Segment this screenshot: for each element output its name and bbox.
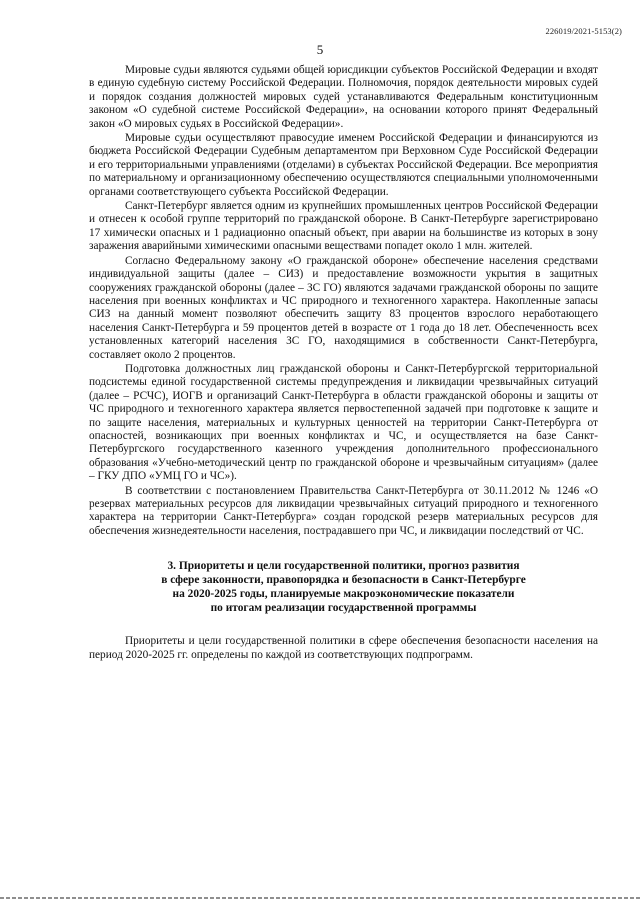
page-number: 5	[316, 42, 324, 57]
paragraph-material-reserves: В соответствии с постановлением Правительства Санкт-Петербурга от 30.11.2012 № 1246 «О резервах материальных ресурсов для ликвидации чрезвычайных ситуаций природного и техногенного характера на территории Санкт-Петербурга» создан городской резерв материальных ресурсов для обеспечения жизнедеятельности населения, пострадавшего при ЧС, и ликвидации последствий от ЧС.	[89, 484, 598, 537]
paragraph-policy-priorities: Приоритеты и цели государственной политики в сфере обеспечения безопасности населения на период 2020-2025 гг. определены по каждой из соответствующих подпрограмм.	[89, 635, 598, 661]
section-3-heading	[89, 559, 598, 615]
section-heading-line: на 2020-2025 годы, планируемые макроэкономические показатели	[172, 588, 515, 601]
document-body	[89, 64, 598, 662]
scan-bottom-edge	[0, 897, 640, 899]
paragraph-spb-hazard-objects: Санкт-Петербург является одним из крупнейших промышленных центров Российской Федерации и отнесен к особой группе территорий по гражданской обороне. В Санкт-Петербурге зарегистрировано 17 химически опасных и 1 радиационно опасный объект, при аварии на большинстве из которых в зону заражения аварийными химическими опасными веществами попадет около 1 млн. жителей.	[89, 200, 598, 253]
paragraph-civil-defense-training: Подготовка должностных лиц гражданской обороны и Санкт-Петербургской территориальной подсистемы единой государственной системы предупреждения и ликвидации чрезвычайных ситуаций (далее – РСЧС), ИОГВ и организаций Санкт-Петербурга в области гражданской обороны и защиты от ЧС природного и техногенного характера является первостепенной задачей при подготовке к защите и по защите населения, материальных и культурных ценностей на территории Санкт-Петербурга от опасностей, возникающих при военных конфликтах и ЧС, и осуществляется на базе Санкт-Петербургского государственного казенного учреждения дополнительного профессионального образования «Учебно-методический центр по гражданской обороне и чрезвычайным ситуациям» (далее – ГКУ ДПО «УМЦ ГО и ЧС»).	[89, 362, 598, 483]
section-heading-line: по итогам реализации государственной программы	[210, 602, 477, 615]
section-heading-line: в сфере законности, правопорядка и безопасности в Санкт-Петербурге	[161, 574, 526, 587]
paragraph-magistrates-funding: Мировые судьи осуществляют правосудие именем Российской Федерации и финансируются из бюджета Российской Федерации Судебным департаментом при Верховном Суде Российской Федерации и его территориальными управлениями (отделами) в субъектах Российской Федерации. Все мероприятия по материальному и организационному обеспечению осуществляются специальными уполномоченными органами соответствующего субъекта Российской Федерации.	[89, 132, 598, 198]
section-heading-line: 3. Приоритеты и цели государственной политики, прогноз развития	[167, 560, 520, 573]
paragraph-civil-defense-ppe: Согласно Федеральному закону «О гражданской обороне» обеспечение населения средствами индивидуальной защиты (далее – СИЗ) и предоставление возможности укрытия в защитных сооружениях гражданской обороны (далее – ЗС ГО) являются задачами гражданской обороны по защите населения при военных конфликтах и ЧС природного и техногенного характера. Накопленные запасы СИЗ на данный момент позволяют обеспечить защиту 83 процентов взрослого неработающего населения Санкт-Петербурга и 59 процентов детей в возрасте от 1 года до 18 лет. Обеспеченность всех установленных категорий населения ЗС ГО, находящимися в собственности Санкт-Петербурга, составляет около 2 процентов.	[89, 254, 598, 361]
document-registration-number: 226019/2021-5153(2)	[545, 26, 622, 36]
paragraph-magistrates-jurisdiction: Мировые судьи являются судьями общей юрисдикции субъектов Российской Федерации и входят в единую судебную систему Российской Федерации. Полномочия, порядок деятельности мировых судей и порядок создания должностей мировых судей устанавливаются Федеральным конституционным законом «О судебной системе Российской Федерации», на основании которого принят Федеральный закон «О мировых судьях в Российской Федерации».	[89, 64, 598, 130]
